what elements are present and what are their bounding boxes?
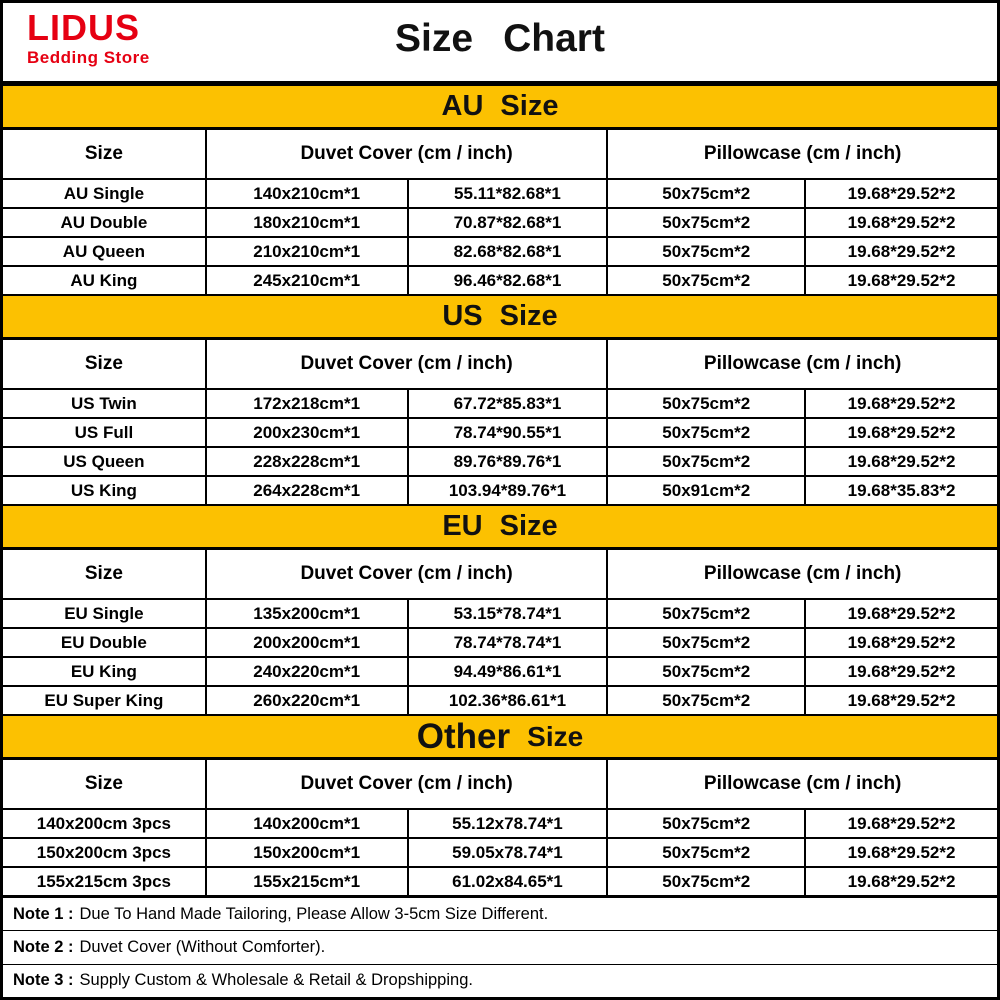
table-row (3, 656, 997, 685)
note-label: Note 2 : (13, 937, 74, 956)
pillowcase-inch-cell: 19.68*29.52*2 (804, 868, 997, 895)
page-header (3, 3, 997, 84)
note-label: Note 3 : (13, 971, 74, 990)
duvet-cover-cm-cell: 260x220cm*1 (205, 687, 407, 714)
section-other (3, 714, 997, 895)
pillowcase-cm-cell: 50x75cm*2 (606, 868, 804, 895)
pillowcase-inch-cell: 19.68*29.52*2 (804, 448, 997, 475)
note-text: Duvet Cover (Without Comforter). (79, 937, 326, 956)
table-body-us (3, 388, 997, 504)
pillowcase-inch-cell: 19.68*29.52*2 (804, 419, 997, 446)
note-label: Note 1 : (13, 904, 74, 923)
banner-region-label: EU (442, 510, 483, 542)
duvet-cover-inch-cell: 103.94*89.76*1 (407, 477, 607, 504)
pillowcase-inch-cell: 19.68*29.52*2 (804, 390, 997, 417)
table-row (3, 837, 997, 866)
column-header-duvet-cover: Duvet Cover (cm / inch) (205, 550, 607, 598)
note-row (3, 930, 997, 963)
duvet-cover-inch-cell: 78.74*90.55*1 (407, 419, 607, 446)
column-header-pillowcase: Pillowcase (cm / inch) (606, 550, 997, 598)
pillowcase-cm-cell: 50x75cm*2 (606, 419, 804, 446)
table-row (3, 475, 997, 504)
size-cell: 155x215cm 3pcs (36, 871, 171, 891)
duvet-cover-cm-cell: 210x210cm*1 (205, 238, 407, 265)
duvet-cover-inch-cell: 59.05x78.74*1 (407, 839, 607, 866)
column-header-size: Size (84, 353, 123, 374)
table-header-row (3, 550, 997, 598)
size-cell: 150x200cm 3pcs (36, 842, 171, 862)
page-title (3, 17, 997, 61)
pillowcase-cm-cell: 50x75cm*2 (606, 209, 804, 236)
size-cell: EU Single (64, 603, 144, 623)
table-row (3, 598, 997, 627)
duvet-cover-inch-cell: 53.15*78.74*1 (407, 600, 607, 627)
pillowcase-cm-cell: 50x75cm*2 (606, 390, 804, 417)
note-row (3, 964, 997, 997)
table-row (3, 265, 997, 294)
table-row (3, 446, 997, 475)
duvet-cover-inch-cell: 61.02x84.65*1 (407, 868, 607, 895)
table-row (3, 627, 997, 656)
pillowcase-cm-cell: 50x75cm*2 (606, 180, 804, 207)
pillowcase-inch-cell: 19.68*29.52*2 (804, 267, 997, 294)
column-header-size: Size (84, 143, 123, 164)
size-cell: AU Single (63, 183, 145, 203)
table-row (3, 417, 997, 446)
pillowcase-inch-cell: 19.68*29.52*2 (804, 209, 997, 236)
duvet-cover-cm-cell: 264x228cm*1 (205, 477, 407, 504)
column-header-pillowcase: Pillowcase (cm / inch) (606, 760, 997, 808)
section-au (3, 84, 997, 294)
duvet-cover-inch-cell: 70.87*82.68*1 (407, 209, 607, 236)
size-cell: EU Double (60, 632, 147, 652)
table-header-row (3, 130, 997, 178)
banner-size-label: Size (500, 90, 559, 122)
note-text: Supply Custom & Wholesale & Retail & Dropshipping. (79, 971, 473, 990)
duvet-cover-cm-cell: 140x210cm*1 (205, 180, 407, 207)
size-cell: US King (70, 480, 137, 500)
pillowcase-cm-cell: 50x75cm*2 (606, 687, 804, 714)
section-banner-eu (3, 504, 997, 550)
size-cell: AU Queen (62, 241, 145, 261)
duvet-cover-cm-cell: 240x220cm*1 (205, 658, 407, 685)
table-row (3, 808, 997, 837)
table-body-eu (3, 598, 997, 714)
size-cell: EU Super King (44, 690, 164, 710)
pillowcase-inch-cell: 19.68*29.52*2 (804, 238, 997, 265)
table-body-au (3, 178, 997, 294)
size-cell: AU Double (60, 212, 148, 232)
duvet-cover-cm-cell: 200x230cm*1 (205, 419, 407, 446)
duvet-cover-inch-cell: 94.49*86.61*1 (407, 658, 607, 685)
size-cell: EU King (70, 661, 137, 681)
pillowcase-cm-cell: 50x91cm*2 (606, 477, 804, 504)
duvet-cover-cm-cell: 200x200cm*1 (205, 629, 407, 656)
column-header-size: Size (84, 563, 123, 584)
duvet-cover-inch-cell: 96.46*82.68*1 (407, 267, 607, 294)
duvet-cover-cm-cell: 180x210cm*1 (205, 209, 407, 236)
table-row (3, 685, 997, 714)
column-header-pillowcase: Pillowcase (cm / inch) (606, 130, 997, 178)
pillowcase-inch-cell: 19.68*29.52*2 (804, 658, 997, 685)
note-row (3, 898, 997, 930)
duvet-cover-cm-cell: 228x228cm*1 (205, 448, 407, 475)
table-row (3, 866, 997, 895)
section-banner-other (3, 714, 997, 760)
column-header-size: Size (84, 773, 123, 794)
store-logo-subtitle: Bedding Store (27, 48, 150, 67)
table-row (3, 207, 997, 236)
pillowcase-inch-cell: 19.68*29.52*2 (804, 839, 997, 866)
pillowcase-inch-cell: 19.68*29.52*2 (804, 810, 997, 837)
pillowcase-cm-cell: 50x75cm*2 (606, 810, 804, 837)
pillowcase-cm-cell: 50x75cm*2 (606, 629, 804, 656)
section-banner-au (3, 84, 997, 130)
pillowcase-inch-cell: 19.68*29.52*2 (804, 180, 997, 207)
size-cell: US Twin (70, 393, 137, 413)
notes-footer (3, 895, 997, 997)
section-us (3, 294, 997, 504)
duvet-cover-cm-cell: 155x215cm*1 (205, 868, 407, 895)
pillowcase-cm-cell: 50x75cm*2 (606, 267, 804, 294)
section-eu (3, 504, 997, 714)
column-header-duvet-cover: Duvet Cover (cm / inch) (205, 760, 607, 808)
table-row (3, 236, 997, 265)
table-body-other (3, 808, 997, 895)
column-header-duvet-cover: Duvet Cover (cm / inch) (205, 340, 607, 388)
banner-region-label: AU (441, 90, 484, 122)
duvet-cover-cm-cell: 172x218cm*1 (205, 390, 407, 417)
pillowcase-cm-cell: 50x75cm*2 (606, 238, 804, 265)
duvet-cover-cm-cell: 135x200cm*1 (205, 600, 407, 627)
duvet-cover-cm-cell: 245x210cm*1 (205, 267, 407, 294)
table-row (3, 388, 997, 417)
banner-region-label: US (442, 300, 483, 332)
pillowcase-inch-cell: 19.68*29.52*2 (804, 687, 997, 714)
table-row (3, 178, 997, 207)
size-cell: US Full (74, 422, 134, 442)
column-header-pillowcase: Pillowcase (cm / inch) (606, 340, 997, 388)
note-text: Due To Hand Made Tailoring, Please Allow 3-5cm Size Different. (79, 904, 549, 923)
column-header-duvet-cover: Duvet Cover (cm / inch) (205, 130, 607, 178)
size-cell: 140x200cm 3pcs (36, 813, 171, 833)
page-title-word-chart: Chart (503, 17, 605, 60)
pillowcase-cm-cell: 50x75cm*2 (606, 600, 804, 627)
pillowcase-cm-cell: 50x75cm*2 (606, 448, 804, 475)
duvet-cover-inch-cell: 67.72*85.83*1 (407, 390, 607, 417)
table-header-row (3, 760, 997, 808)
banner-size-label: Size (527, 720, 584, 752)
duvet-cover-cm-cell: 140x200cm*1 (205, 810, 407, 837)
pillowcase-inch-cell: 19.68*35.83*2 (804, 477, 997, 504)
pillowcase-inch-cell: 19.68*29.52*2 (804, 600, 997, 627)
pillowcase-cm-cell: 50x75cm*2 (606, 839, 804, 866)
duvet-cover-inch-cell: 89.76*89.76*1 (407, 448, 607, 475)
store-logo-name: LIDUS (27, 7, 140, 48)
banner-region-label: Other (416, 716, 511, 756)
page-title-word-size: Size (395, 17, 474, 60)
duvet-cover-inch-cell: 55.11*82.68*1 (407, 180, 607, 207)
banner-size-label: Size (499, 300, 558, 332)
banner-size-label: Size (499, 510, 558, 542)
pillowcase-cm-cell: 50x75cm*2 (606, 658, 804, 685)
duvet-cover-inch-cell: 55.12x78.74*1 (407, 810, 607, 837)
duvet-cover-inch-cell: 78.74*78.74*1 (407, 629, 607, 656)
section-banner-us (3, 294, 997, 340)
duvet-cover-cm-cell: 150x200cm*1 (205, 839, 407, 866)
table-header-row (3, 340, 997, 388)
size-cell: US Queen (63, 451, 145, 471)
duvet-cover-inch-cell: 102.36*86.61*1 (407, 687, 607, 714)
duvet-cover-inch-cell: 82.68*82.68*1 (407, 238, 607, 265)
size-cell: AU King (70, 270, 138, 290)
pillowcase-inch-cell: 19.68*29.52*2 (804, 629, 997, 656)
